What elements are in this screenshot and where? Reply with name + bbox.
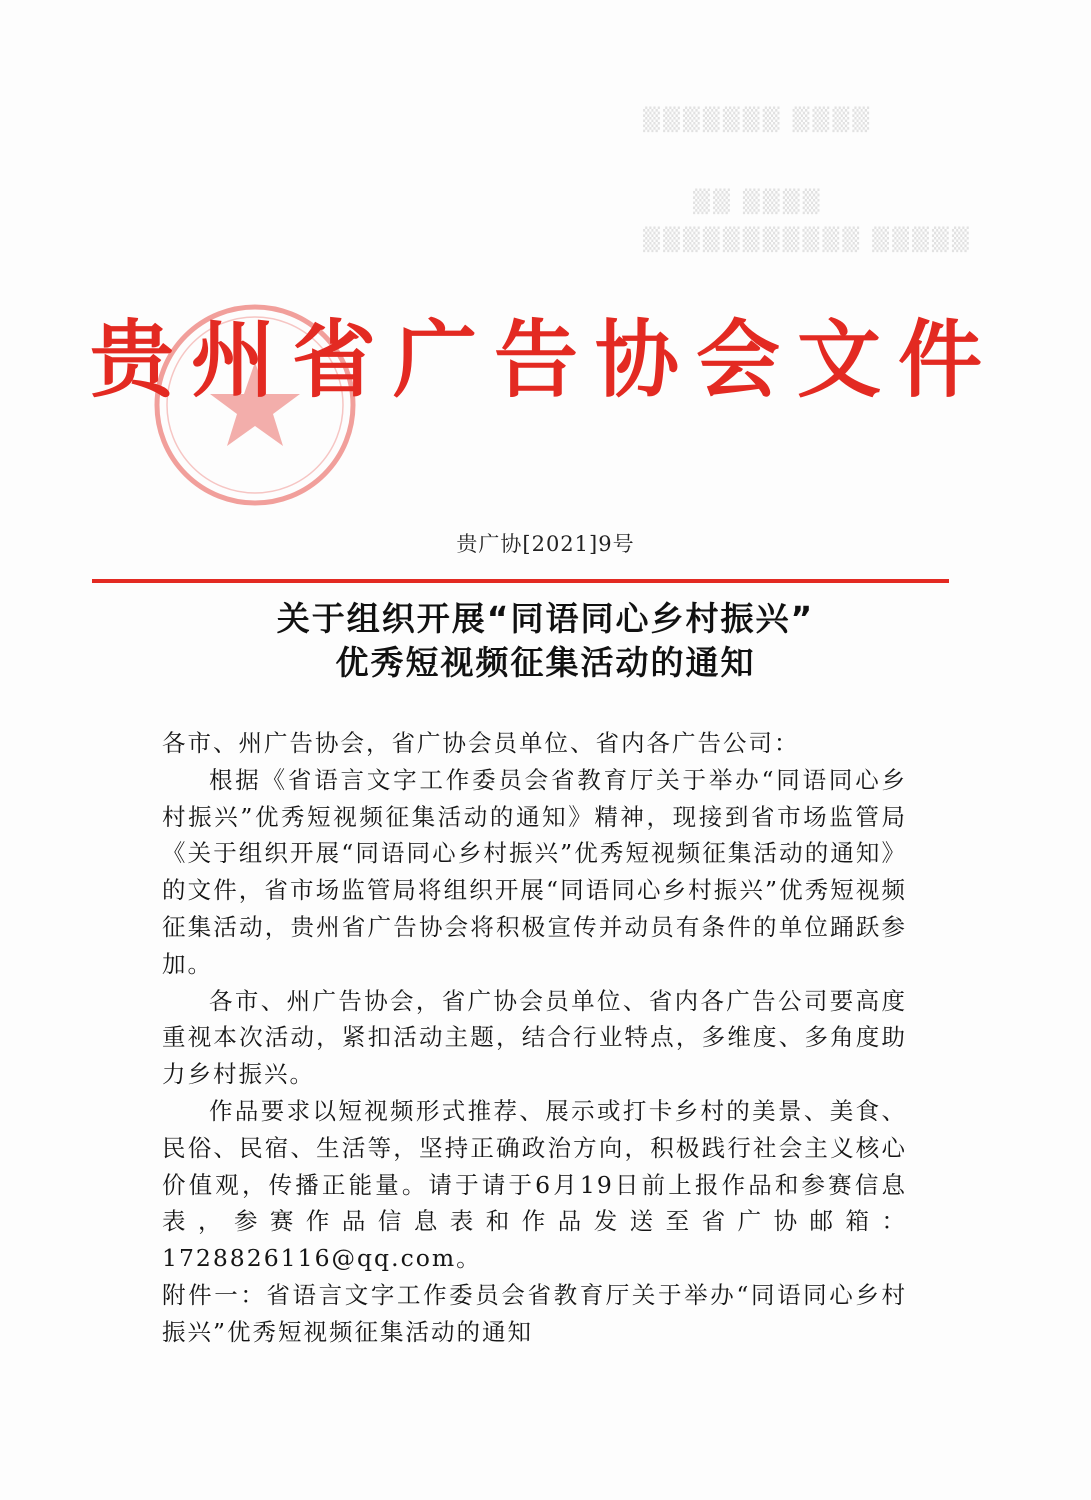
red-divider-rule [92,579,949,583]
issuer-header-title: 贵州省广告协会文件 [90,310,1000,409]
bleed-through-mark: ▒▒▒▒ ▒▒▒▒▒▒▒ [640,108,870,133]
body-paragraph-2: 各市、州广告协会，省广协会员单位、省内各广告公司要高度重视本次活动，紧扣活动主题，结合行业特点，多维度、多角度助力乡村振兴。 [162,986,907,1089]
attachment-note: 附件一：省语言文字工作委员会省教育厅关于举办“同语同心乡村振兴”优秀短视频征集活动的通知 [162,1280,907,1346]
body-paragraph-1: 根据《省语言文字工作委员会省教育厅关于举办“同语同心乡村振兴”优秀短视频征集活动的通知》精神，现接到省市场监管局《关于组织开展“同语同心乡村振兴”优秀短视频征集活动的通知》的文件，省市场监管局将组织开展“同语同心乡村振兴”优秀短视频征集活动，贵州省广告协会将积极宣传并动员有条件的单位踊跃参加。 [162,765,907,978]
document-title [0,597,1091,685]
document-title-line-1: 关于组织开展“同语同心乡村振兴” [276,599,815,638]
bleed-through-mark: ▒▒▒▒▒ ▒▒▒▒▒▒▒▒▒▒▒ [640,228,969,253]
salutation: 各市、州广告协会，省广协会员单位、省内各广告公司： [162,729,800,757]
bleed-through-mark: ▒▒▒▒ ▒▒ [690,190,820,215]
document-body [162,725,907,1351]
document-number: 贵广协[2021]9号 [456,532,635,556]
document-title-line-2: 优秀短视频征集活动的通知 [335,643,756,682]
body-paragraph-3: 作品要求以短视频形式推荐、展示或打卡乡村的美景、美食、民俗、民宿、生活等，坚持正确政治方向，积极践行社会主义核心价值观，传播正能量。请于请于6月19日前上报作品和参赛信息表，参赛作品信息表和作品发送至省广协邮箱：1728826116@qq.com。 [162,1096,907,1273]
